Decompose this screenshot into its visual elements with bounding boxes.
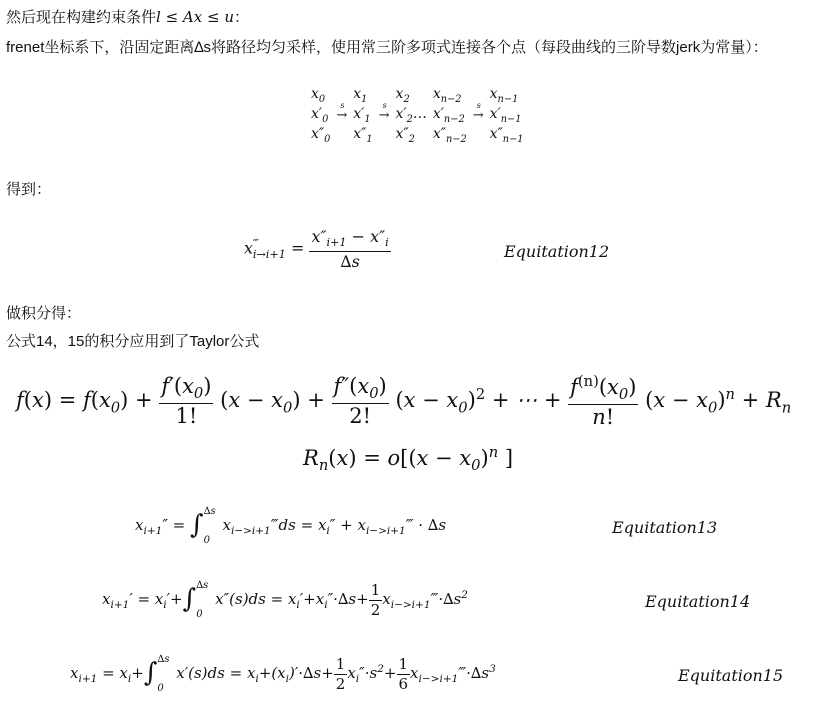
equation-14: $x_{i+1}' = x_i'+\int$ ∆s 0 $x''(s)ds = x_i'+x_i''\cdot\Delta s+$ $\frac{1}{2}$ $x_{i->i+1}‴\cdot\Delta s^2$ <box>102 580 468 620</box>
grid-cell: $x_{n-1}$ <box>489 86 519 105</box>
equation-12: $x^‴_{i\to i+1}$ = $\frac{x''_{i+1} - x''_i}{\Delta s}$ <box>244 227 389 271</box>
grid-cell: $x''_{n-1}$ <box>489 126 524 145</box>
sampling-grid <box>308 86 527 146</box>
paragraph-taylor-note: 公式14，15的积分应用到了Taylor公式 <box>6 333 260 350</box>
fraction: $\frac{x''_{i+1} - x''_i}{\Delta s}$ <box>311 227 389 271</box>
grid-cell: $x''_2$ <box>395 126 415 145</box>
equation-13: $x_{i+1}''$ = ∫ ∆s 0 $x_{i->i+1}‴ds = x_i''$ + $x_{i->i+1}‴ \cdot \Delta s$ <box>135 506 447 546</box>
grid-row-first-derivative <box>308 106 527 126</box>
grid-cell: $x'_2\dots$ <box>395 106 427 125</box>
integral-sign-icon: ∫ <box>143 658 158 688</box>
equation-13-label: Equitation13 <box>612 518 718 537</box>
paragraph-result: 得到： <box>6 181 52 198</box>
fraction: $\frac{1}{6}$ <box>398 655 409 693</box>
fraction: $\frac{f^{(n)}(x_0)}{n!}$ <box>570 373 637 430</box>
paragraph-frenet-sampling: frenet坐标系下，沿固定距离∆s将路径均匀采样，使用常三阶多项式连接各个点（每段曲线的三阶导数jerk为常量）： <box>6 39 768 56</box>
fraction: $\frac{f''(x_0)}{2!}$ <box>333 374 387 429</box>
grid-cell: $x_{n-2}$ <box>432 86 462 105</box>
equation-12-label: Equitation12 <box>504 242 610 261</box>
grid-cell: $x'_{n-1}$ <box>489 106 522 125</box>
equation-15-label: Equitation15 <box>678 666 784 685</box>
grid-cell: $x'_1$ <box>353 106 371 125</box>
paragraph-constraint <box>6 6 249 27</box>
grid-cell: $x'_{n-2}$ <box>432 106 465 125</box>
grid-cell: $x_1$ <box>353 86 368 105</box>
grid-cell: $x''_0$ <box>311 126 331 145</box>
grid-cell: $x_2$ <box>395 86 410 105</box>
paragraph-constraint-suffix: ： <box>233 9 249 26</box>
equation-14-label: Equitation14 <box>645 592 751 611</box>
right-arrow-icon: s → <box>472 101 484 124</box>
integral-sign-icon: ∫ <box>182 584 197 614</box>
grid-row-second-derivative <box>308 126 527 146</box>
grid-cell: $x'_0$ <box>311 106 329 125</box>
grid-cell: $x_0$ <box>311 86 326 105</box>
right-arrow-icon: s → <box>336 101 348 124</box>
right-arrow-icon: s → <box>378 101 390 124</box>
taylor-formula: $f(x) = f(x_0)$ + $\frac{f'(x_0)}{1!}$ $(x - x_0)$ + $\frac{f''(x_0)}{2!}$ $(x - x_0)^2$ + ⋯ + $\frac{f^{(n)}(x_0)}{n!}$ $(x - x_0)^n + R_n$ <box>16 373 792 430</box>
fraction: $\frac{1}{2}$ <box>335 655 346 693</box>
equation-15: $x_{i+1} = x_i+\int$ ∆s 0 $x'(s)ds = x_i+(x_i)'\cdot\Delta s+$ $\frac{1}{2}$ $x_i''\cdot s^2+$ $\frac{1}{6}$ $x_{i->i+1}‴\cdot\Delta s^3$ <box>70 654 496 694</box>
constraint-inequality: l ≤ Ax ≤ u <box>156 8 234 26</box>
paragraph-integrate: 做积分得： <box>6 305 82 322</box>
taylor-remainder: $R_n(x) = o[(x - x_0)^n$ ] <box>303 444 514 475</box>
fraction: $\frac{1}{2}$ <box>370 581 381 619</box>
paragraph-constraint-text: 然后现在构建约束条件 <box>6 9 157 26</box>
grid-cell: $x''_{n-2}$ <box>432 126 467 145</box>
fraction: $\frac{f'(x_0)}{1!}$ <box>161 374 212 429</box>
integral-sign-icon: ∫ <box>190 510 204 540</box>
grid-cell: $x''_1$ <box>353 126 373 145</box>
